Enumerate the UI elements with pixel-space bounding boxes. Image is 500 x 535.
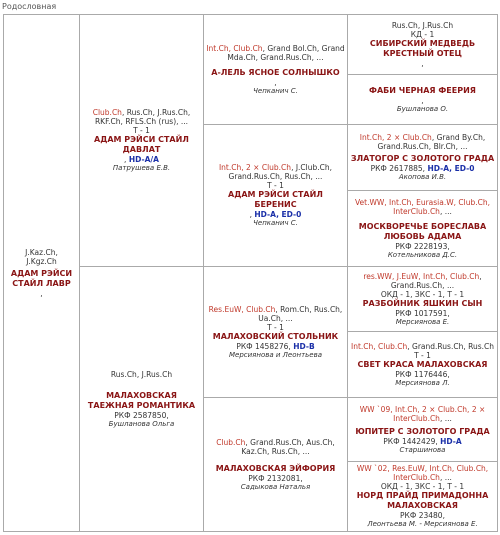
dds-hd: HD-A [440,436,462,446]
sss-sep: , [421,59,424,68]
ds-titles: , Rom.Ch, Rus.Ch, Ua.Ch, ... [258,304,343,323]
dsd-grade: Т - 1 [414,350,431,360]
ds-grade: Т - 1 [267,322,284,332]
dss-grade: ОКД - 1, ЗКС - 1, Т - 1 [380,289,465,299]
sdd-titles-red: Vet.WW, Int.Ch, Eurasia.W, Club.Ch, InterClub.Ch [354,197,491,216]
ds-owner: Мерсиянова и Леонтьева [228,350,323,359]
ds-reg: РКФ 1458276, [236,341,291,351]
sss-name[interactable]: СИБИРСКИЙ МЕДВЕДЬ КРЕСТНЫЙ ОТЕЦ [369,39,476,58]
ss-cell [204,15,348,125]
dsd-cell [348,332,498,398]
dds-name[interactable]: ЮПИТЕР С ЗОЛОТОГО ГРАДА [355,426,490,436]
sss-cell [348,15,498,75]
ddd-grade: ОКД - 1, ЗКС - 1, Т - 1 [380,482,465,491]
ds-cell [204,267,348,398]
ddd-titles-red: WW `02, Res.EuW, Int.Ch, Club.Ch, InterClub.Ch [356,464,489,482]
dss-titles-red: res.WW, J.EuW, Int.Ch, Club.Ch [363,271,480,281]
sdd-titles: , ... [439,206,452,216]
dd-name[interactable]: МАЛАХОВСКАЯ ЭЙФОРИЯ [215,463,336,473]
ds-name[interactable]: МАЛАХОВСКИЙ СТОЛЬНИК [212,331,339,341]
subject-sep: , [40,289,43,298]
sire-grade: Т - 1 [133,126,150,135]
page-title: Родословная [2,2,57,11]
dsd-titles: , Grand.Rus.Ch, Rus.Ch [407,341,494,351]
ddd-reg: РКФ 23480, [400,511,445,520]
sd-titles: , J.Club.Ch, Grand.Rus.Ch, Rus.Ch, ... [228,163,333,181]
dam-owner: Бушланова Ольга [108,419,175,428]
sd-name[interactable]: АДАМ РЭЙСИ СТАЙЛ БЕРЕНИС [228,190,323,209]
sd-hd: HD-A, ED-0 [254,210,302,219]
dds-owner: Старшинова [399,445,446,454]
sire-hd: HD-A/A [128,155,159,164]
dd-reg: РКФ 2132081, [248,473,303,483]
dam-name[interactable]: МАЛАХОВСКАЯ ТАЕЖНАЯ РОМАНТИКА [87,390,196,410]
subject-name[interactable]: АДАМ РЭЙСИ СТАЙЛ ЛАВР [10,269,73,288]
dds-titles: , ... [439,413,452,423]
ss-sep: , [274,77,277,87]
ddd-owner: Леонтьева М. - Мерсиянова Е. [367,520,478,528]
dam-cell [80,267,204,532]
sds-hd: HD-A, ED-0 [427,164,475,173]
sds-name[interactable]: ЗЛАТОГОР С ЗОЛОТОГО ГРАДА [350,154,495,163]
ss-owner: Чепканич С. [253,86,298,95]
dd-titles-red: Club.Ch [216,437,246,447]
dam-titles: Rus.Ch, J.Rus.Ch [110,369,173,379]
sd-owner: Чепканич С. [253,219,298,227]
sd-titles-red: Int.Ch, 2 × Club.Ch [218,163,292,172]
ddd-name[interactable]: НОРД ПРАЙД ПРИМАДОННА МАЛАХОВСКАЯ [356,491,489,510]
dss-titles: , Grand.Rus.Ch, ... [390,271,482,290]
ddd-cell [348,462,498,532]
dds-cell [348,398,498,462]
ssd-owner: Бушланова О. [396,104,449,113]
sd-cell: Int.Ch, 2 × Club.Ch, J.Club.Ch, Grand.Rus.Ch, Rus.Ch, ... Т - 1 АДАМ РЭЙСИ СТАЙЛ БЕРЕНИС , HD-A, ED-0 Чепканич С. [204,125,348,267]
dds-titles-red: WW `09, Int.Ch, 2 × Club.Ch, 2 × InterClub.Ch [359,404,486,423]
subject-titles: J.Kaz.Ch, J.Kgz.Ch [25,248,58,266]
ds-titles-red: Res.EuW, Club.Ch [208,304,276,314]
ds-hd: HD-B [293,341,315,351]
sss-titles: Rus.Ch, J.Rus.Ch [391,21,454,30]
sdd-name[interactable]: МОСКВОРЕЧЬЕ БОРЕСЛАВА ЛЮБОВЬ АДАМА [358,221,487,241]
sdd-owner: Котельникова Д.С. [387,250,458,259]
dsd-titles-red: Int.Ch, Club.Ch [350,341,408,351]
dsd-reg: РКФ 1176446, [395,369,450,379]
sire-name[interactable]: АДАМ РЭЙСИ СТАЙЛ ДАВЛАТ [94,135,189,154]
dds-reg: РКФ 1442429, [383,436,438,446]
sds-titles-red: Int.Ch, 2 × Club.Ch [359,133,432,142]
dd-titles: , Grand.Rus.Ch, Aus.Ch, Kaz.Ch, Rus.Ch, ... [241,437,335,456]
dd-owner: Садыкова Наталья [240,482,311,491]
ssd-sep: , [421,95,424,105]
dam-reg: РКФ 2587850, [114,410,169,420]
sdd-cell [348,191,498,267]
dss-owner: Мерсиянова Е. [395,317,450,326]
sire-titles: , Rus.Ch, J.Rus.Ch, RKF.Ch, RFLS.Ch (rus), ... [94,108,191,126]
subject-cell [4,15,80,532]
sds-owner: Акопова И.В. [398,173,447,181]
sire-titles-red: Club.Ch [92,108,122,117]
pedigree-table [3,14,498,532]
dsd-owner: Мерсиянова Л. [395,378,450,387]
sds-titles: , Grand By.Ch, Grand.Rus.Ch, Blr.Ch, ... [377,133,486,151]
ssd-name[interactable]: ФАБИ ЧЕРНАЯ ФЕЕРИЯ [369,85,476,95]
dss-reg: РКФ 1017591, [395,308,450,318]
sds-cell [348,125,498,191]
ss-name[interactable]: А-ЛЕЛЬ ЯСНОЕ СОЛНЫШКО [211,67,340,77]
sds-reg: РКФ 2617885, [370,164,426,173]
sdd-reg: РКФ 2228193, [395,241,450,251]
ss-titles: , Grand Bol.Ch, Grand Mda.Ch, Grand.Rus.Ch, ... [227,43,345,62]
sss-grade: КД - 1 [410,30,435,39]
dsd-name[interactable]: СВЕТ КРАСА МАЛАХОВСКАЯ [357,359,488,369]
ss-titles-red: Int.Ch, Club.Ch [206,43,263,53]
dss-cell [348,267,498,332]
ddd-titles: , ... [439,473,452,482]
sire-owner: Патрушева Е.В. [112,164,171,172]
dss-name[interactable]: РАЗБОЙНИК ЯШКИН СЫН [362,298,483,308]
dd-cell [204,398,348,532]
sire-cell: Club.Ch, Rus.Ch, J.Rus.Ch, RKF.Ch, RFLS.Ch (rus), ... Т - 1 АДАМ РЭЙСИ СТАЙЛ ДАВЛАТ , HD-A/A Патрушева Е.В. [80,15,204,267]
sd-grade: Т - 1 [267,181,284,190]
ssd-cell [348,75,498,125]
